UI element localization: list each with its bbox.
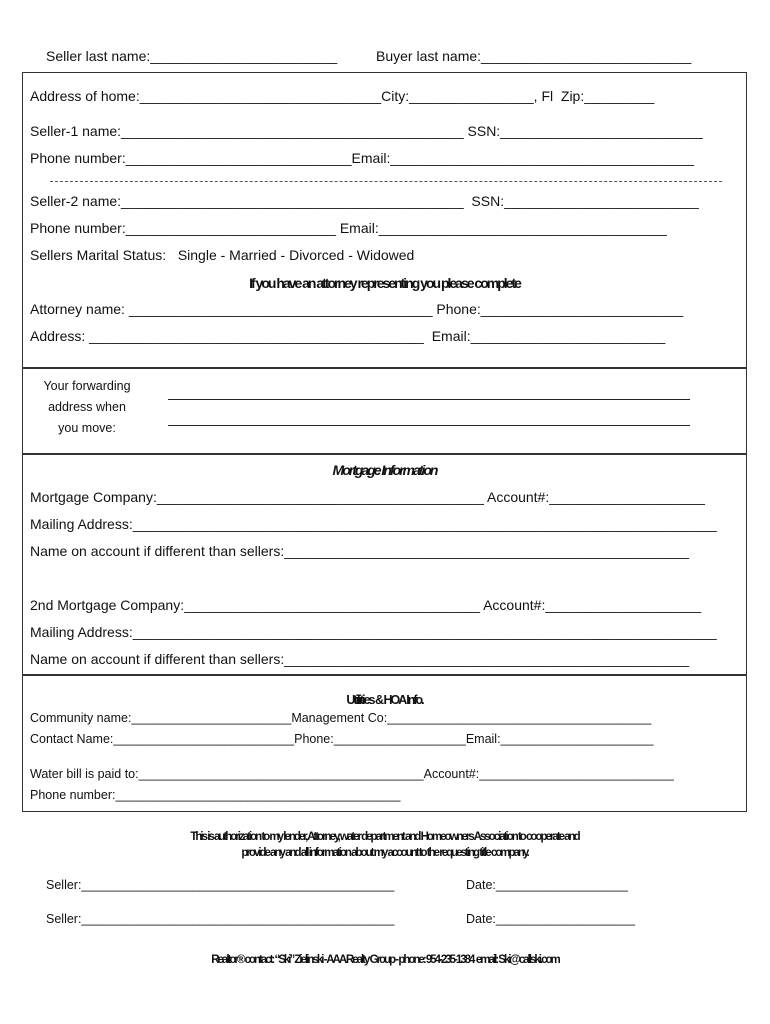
dashed-divider: [50, 181, 722, 182]
seller2-date-field[interactable]: Date:____________________: [466, 912, 635, 926]
attorney-heading: If you have an attorney representing you please complete: [249, 275, 520, 291]
community-name-field[interactable]: Community name:_______________________Management Co:______________________________________: [30, 711, 652, 725]
mortgage-company-field[interactable]: Mortgage Company:__________________________________________ Account#:____________________: [30, 489, 705, 505]
attorney-address-field[interactable]: Address: ___________________________________________ Email:_________________________: [30, 328, 666, 344]
seller2-phone-field[interactable]: Phone number:___________________________ Email:_____________________________________: [30, 220, 667, 236]
seller-last-name-field[interactable]: Seller last name:________________________: [46, 48, 338, 64]
mortgage-name-on-account-field[interactable]: Name on account if different than sellers:____________________________________________________: [30, 543, 690, 559]
forwarding-label-line2: address when: [48, 400, 126, 414]
seller1-signature-field[interactable]: Seller:_____________________________________________: [46, 878, 395, 892]
buyer-last-name-field[interactable]: Buyer last name:___________________________: [376, 48, 692, 64]
mortgage-heading: Mortgage Information: [332, 462, 437, 478]
forwarding-label-line1: Your forwarding: [43, 379, 131, 393]
forwarding-address-line-2[interactable]: [168, 425, 690, 426]
attorney-name-field[interactable]: Attorney name: _______________________________________ Phone:__________________________: [30, 301, 684, 317]
seller1-date-field[interactable]: Date:___________________: [466, 878, 628, 892]
seller1-name-field[interactable]: Seller-1 name:____________________________________________ SSN:__________________________: [30, 123, 703, 139]
mortgage-info-box: [22, 454, 747, 675]
mortgage-mailing-address-field[interactable]: Mailing Address:___________________________________________________________________________: [30, 516, 717, 532]
seller2-name-field[interactable]: Seller-2 name:____________________________________________ SSN:_________________________: [30, 193, 699, 209]
second-mortgage-company-field[interactable]: 2nd Mortgage Company:______________________________________ Account#:____________________: [30, 597, 702, 613]
seller1-phone-field[interactable]: Phone number:_____________________________Email:_______________________________________: [30, 150, 695, 166]
address-of-home-field[interactable]: Address of home:_______________________________City:________________, Fl Zip:_________: [30, 88, 655, 104]
water-bill-field[interactable]: Water bill is paid to:_________________________________________Account#:____________________________: [30, 767, 674, 781]
authorization-line2: provide any and all information about my account to the requesting title company.: [241, 847, 528, 859]
authorization-line1: This is authorization to my lender, Attorney, water department and Homeowners Association to cooperate and: [190, 831, 579, 843]
utilities-heading: Utilities & HOA Info.: [346, 693, 423, 707]
marital-status-options[interactable]: Sellers Marital Status: Single - Married - Divorced - Widowed: [30, 247, 415, 263]
second-mortgage-name-on-account-field[interactable]: Name on account if different than sellers:____________________________________________________: [30, 651, 690, 667]
realtor-contact-footer: Realtor® contact: “Ski” Zielinski - AAA Realty Group - phone: 954-235-1384 email: Ski@callski.com: [211, 954, 559, 966]
utilities-phone-field[interactable]: Phone number:_________________________________________: [30, 788, 401, 802]
contact-name-field[interactable]: Contact Name:__________________________Phone:___________________Email:______________________: [30, 732, 654, 746]
second-mortgage-mailing-address-field[interactable]: Mailing Address:___________________________________________________________________________: [30, 624, 717, 640]
forwarding-label-line3: you move:: [58, 421, 116, 435]
seller2-signature-field[interactable]: Seller:_____________________________________________: [46, 912, 395, 926]
forwarding-address-line-1[interactable]: [168, 399, 690, 400]
